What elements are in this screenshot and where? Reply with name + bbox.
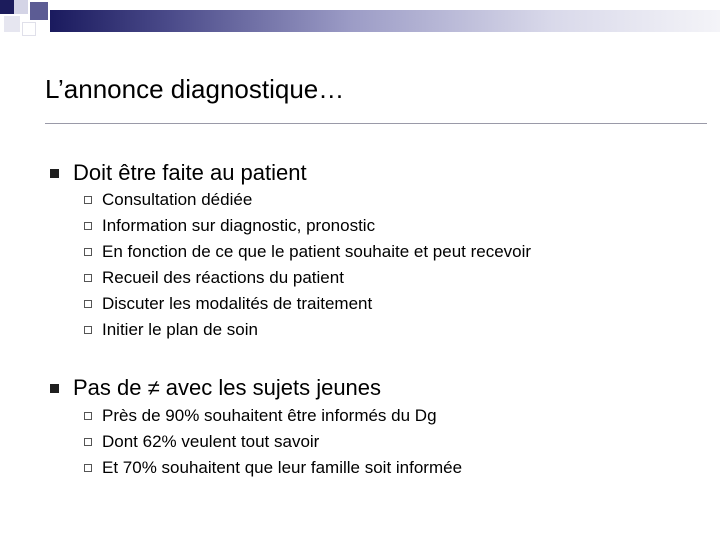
list-item-text: Consultation dédiée xyxy=(102,190,253,209)
slide-title: L’annonce diagnostique… xyxy=(45,74,345,104)
corner-square-mid xyxy=(30,2,48,20)
hollow-square-bullet-icon xyxy=(84,248,92,256)
hollow-square-bullet-icon xyxy=(84,300,92,308)
list-item-text: En fonction de ce que le patient souhaite et peut recevoir xyxy=(102,242,532,261)
list-item xyxy=(84,458,462,478)
hollow-square-bullet-icon xyxy=(84,222,92,230)
list-item xyxy=(84,432,319,452)
corner-square-dark xyxy=(0,0,14,14)
list-item-text: Et 70% souhaitent que leur famille soit informée xyxy=(102,458,463,477)
square-bullet-icon xyxy=(50,169,59,178)
section-heading-text: Pas de ≠ avec les sujets jeunes xyxy=(73,375,382,400)
list-item-text: Dont 62% veulent tout savoir xyxy=(102,432,320,451)
list-item-text: Près de 90% souhaitent être informés du Dg xyxy=(102,406,437,425)
corner-square-faint xyxy=(4,16,20,32)
corner-square-light xyxy=(14,0,28,14)
list-item xyxy=(84,216,375,236)
hollow-square-bullet-icon xyxy=(84,438,92,446)
corner-square-white xyxy=(22,22,36,36)
square-bullet-icon xyxy=(50,384,59,393)
list-item xyxy=(84,406,437,426)
list-item-text: Initier le plan de soin xyxy=(102,320,258,339)
hollow-square-bullet-icon xyxy=(84,326,92,334)
hollow-square-bullet-icon xyxy=(84,196,92,204)
list-item-text: Information sur diagnostic, pronostic xyxy=(102,216,376,235)
section-heading xyxy=(50,375,381,401)
section-heading xyxy=(50,160,307,186)
hollow-square-bullet-icon xyxy=(84,464,92,472)
list-item-text: Discuter les modalités de traitement xyxy=(102,294,373,313)
title-divider xyxy=(45,123,707,124)
hollow-square-bullet-icon xyxy=(84,412,92,420)
header-gradient-bar xyxy=(50,10,720,32)
list-item-text: Recueil des réactions du patient xyxy=(102,268,344,287)
list-item xyxy=(84,190,252,210)
list-item xyxy=(84,268,344,288)
hollow-square-bullet-icon xyxy=(84,274,92,282)
list-item xyxy=(84,294,372,314)
section-heading-text: Doit être faite au patient xyxy=(73,160,307,185)
list-item xyxy=(84,320,258,340)
list-item xyxy=(84,242,531,262)
